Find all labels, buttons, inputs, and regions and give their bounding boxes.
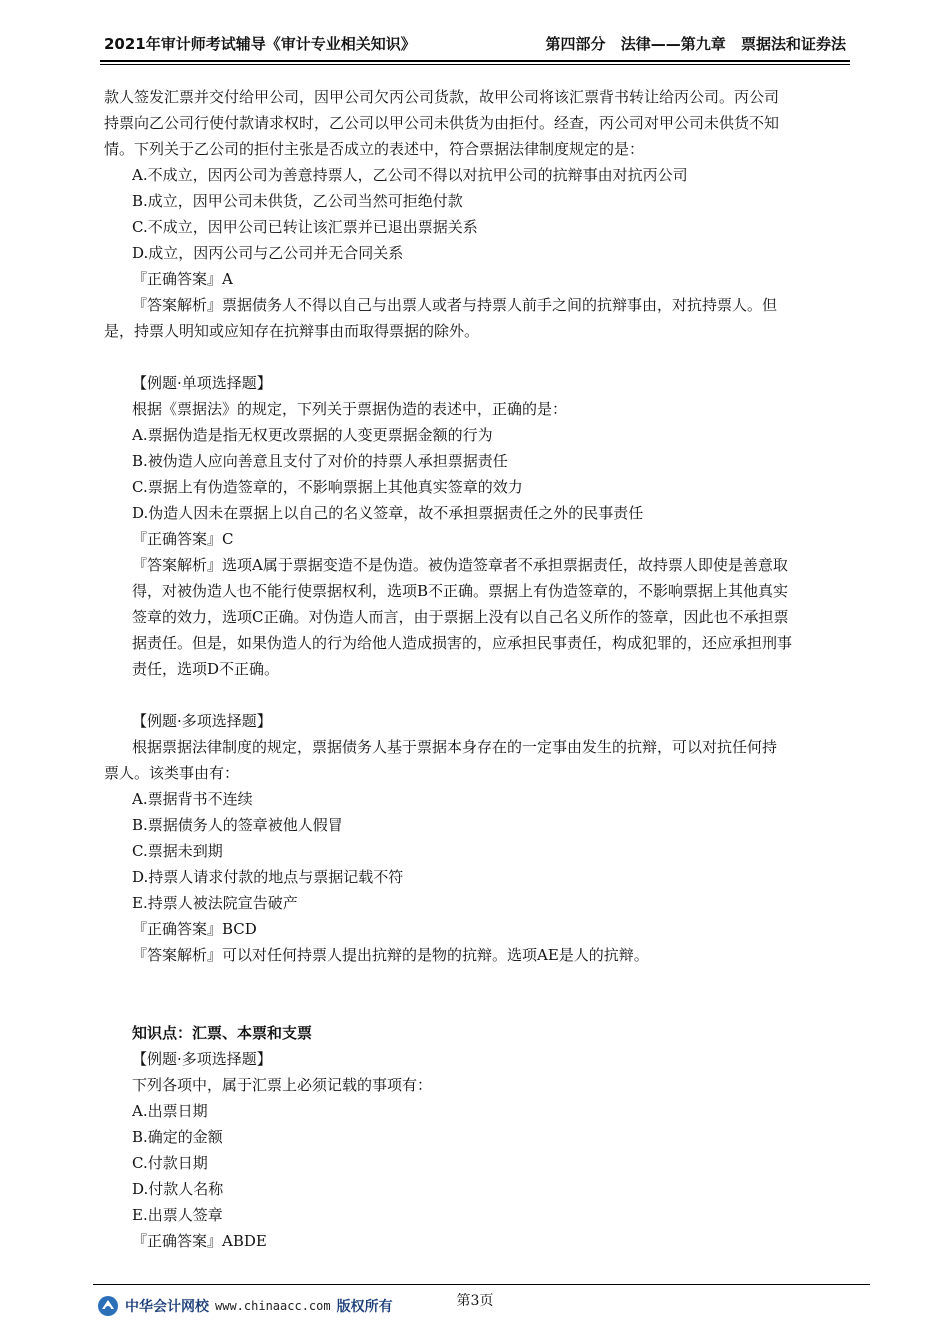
header-topic: 票据法和证券法 <box>740 35 846 53</box>
option-c: C.票据上有伪造签章的，不影响票据上其他真实签章的效力 <box>132 478 523 496</box>
question-text: 票人。该类事由有： <box>104 764 240 782</box>
answer-analysis: 是，持票人明知或应知存在抗辩事由而取得票据的除外。 <box>104 322 480 340</box>
option-b: B.票据债务人的签章被他人假冒 <box>132 816 343 834</box>
footer-brand-name: 中华会计网校 <box>125 1299 209 1315</box>
option-d: D.付款人名称 <box>132 1180 224 1198</box>
footer-url[interactable]: www.chinaacc.com <box>215 1299 331 1313</box>
question-text: 下列各项中，属于汇票上必须记载的事项有： <box>132 1076 433 1094</box>
header-rule-thin <box>100 64 850 65</box>
example-title: 【例题·多项选择题】 <box>132 712 272 730</box>
option-a: A.出票日期 <box>132 1102 208 1120</box>
question-block-1 <box>104 84 849 344</box>
answer-analysis: 『答案解析』可以对任何持票人提出抗辩的是物的抗辩。选项AE是人的抗辩。 <box>132 946 649 964</box>
answer-analysis: 『答案解析』选项A属于票据变造不是伪造。被伪造签章者不承担票据责任，故持票人即使是善意取 <box>132 556 788 574</box>
option-b: B.确定的金额 <box>132 1128 223 1146</box>
answer-analysis: 据责任。但是，如果伪造人的行为给他人造成损害的，应承担民事责任，构成犯罪的，还应承担刑事 <box>132 634 793 652</box>
page-number: 第3页 <box>456 1293 494 1309</box>
correct-answer: 『正确答案』C <box>132 530 234 548</box>
option-d: D.成立，因丙公司与乙公司并无合同关系 <box>132 244 404 262</box>
option-b: B.被伪造人应向善意且支付了对价的持票人承担票据责任 <box>132 452 508 470</box>
answer-analysis: 签章的效力，选项C正确。对伪造人而言，由于票据上没有以自己名义所作的签章，因此也不承担票 <box>132 608 789 626</box>
header-right <box>535 33 846 54</box>
example-title: 【例题·多项选择题】 <box>132 1050 272 1068</box>
question-text: 根据《票据法》的规定，下列关于票据伪造的表述中，正确的是： <box>132 400 568 418</box>
example-title: 【例题·单项选择题】 <box>132 374 272 392</box>
header-left: 2021年审计师考试辅导《审计专业相关知识》 <box>104 35 416 53</box>
footer-brand <box>97 1295 393 1317</box>
option-b: B.成立，因甲公司未供货，乙公司当然可拒绝付款 <box>132 192 463 210</box>
footer-rule <box>93 1284 870 1285</box>
header-rule <box>100 60 850 62</box>
correct-answer: 『正确答案』BCD <box>132 920 257 938</box>
answer-analysis: 『答案解析』票据债务人不得以自己与出票人或者与持票人前手之间的抗辩事由，对抗持票人。但 <box>132 296 778 314</box>
question-block-2 <box>104 370 849 682</box>
option-a: A.不成立，因丙公司为善意持票人，乙公司不得以对抗甲公司的抗辩事由对抗丙公司 <box>132 166 688 184</box>
question-text-line: 持票向乙公司行使付款请求权时，乙公司以甲公司未供货为由拒付。经查，丙公司对甲公司未供货不知 <box>104 114 780 132</box>
answer-analysis: 得，对被伪造人也不能行使票据权利，选项B不正确。票据上有伪造签章的，不影响票据上其他真实 <box>132 582 789 600</box>
option-c: C.付款日期 <box>132 1154 208 1172</box>
question-text-line: 情。下列关于乙公司的拒付主张是否成立的表述中，符合票据法律制度规定的是： <box>104 140 645 158</box>
correct-answer: 『正确答案』ABDE <box>132 1232 267 1250</box>
header-chapter: 法律——第九章 <box>620 35 726 53</box>
question-text: 根据票据法律制度的规定，票据债务人基于票据本身存在的一定事由发生的抗辩，可以对抗任何持 <box>132 738 778 756</box>
page-header <box>104 30 846 54</box>
correct-answer: 『正确答案』A <box>132 270 233 288</box>
footer-copyright: 版权所有 <box>336 1299 393 1315</box>
question-block-4 <box>104 1020 849 1254</box>
answer-analysis: 责任，选项D不正确。 <box>132 660 280 678</box>
header-part: 第四部分 <box>545 35 606 53</box>
option-c: C.不成立，因甲公司已转让该汇票并已退出票据关系 <box>132 218 478 236</box>
option-d: D.伪造人因未在票据上以自己的名义签章，故不承担票据责任之外的民事责任 <box>132 504 644 522</box>
page-content <box>104 84 849 1254</box>
option-d: D.持票人请求付款的地点与票据记载不符 <box>132 868 404 886</box>
option-a: A.票据背书不连续 <box>132 790 253 808</box>
option-e: E.出票人签章 <box>132 1206 223 1224</box>
option-e: E.持票人被法院宣告破产 <box>132 894 298 912</box>
chinaacc-logo-icon <box>97 1295 119 1317</box>
option-a: A.票据伪造是指无权更改票据的人变更票据金额的行为 <box>132 426 493 444</box>
option-c: C.票据未到期 <box>132 842 223 860</box>
knowledge-point-title: 知识点：汇票、本票和支票 <box>132 1024 313 1042</box>
question-block-3 <box>104 708 849 968</box>
question-text-line: 款人签发汇票并交付给甲公司，因甲公司欠丙公司货款，故甲公司将该汇票背书转让给丙公司。丙公司 <box>104 88 780 106</box>
